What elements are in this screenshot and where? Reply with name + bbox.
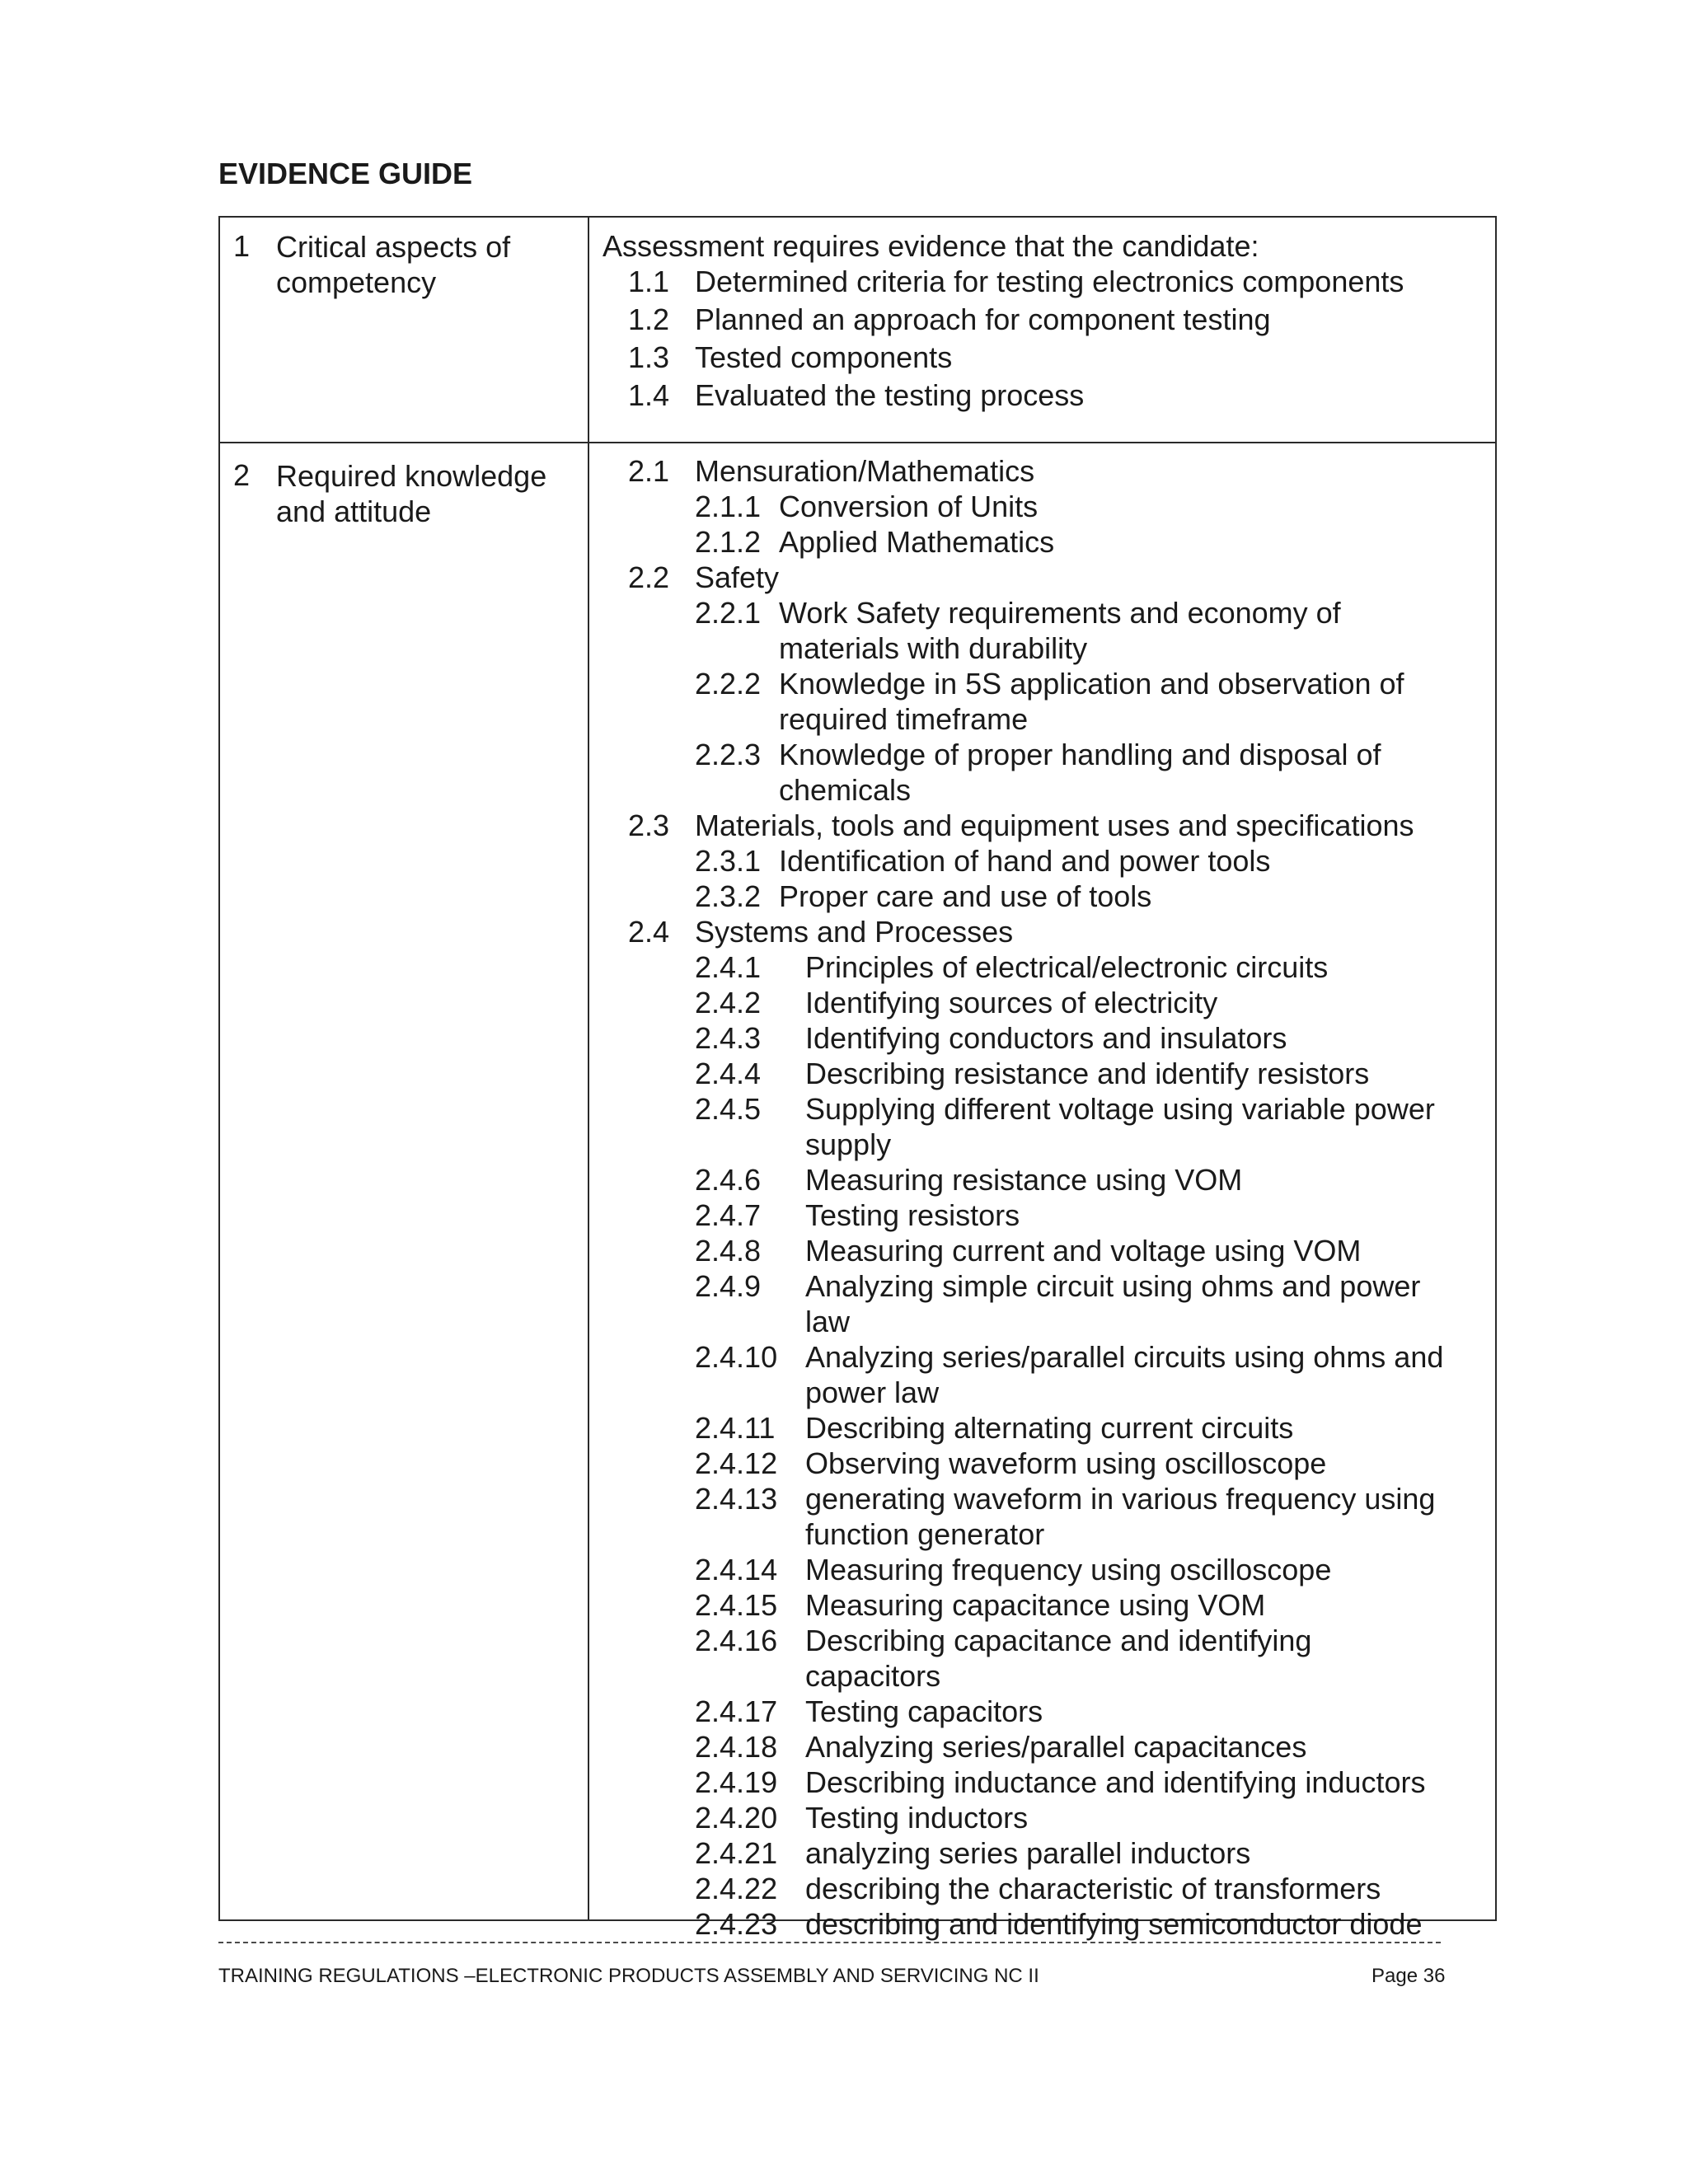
item-number: 2.2.2 (695, 667, 762, 701)
item-number: 2.4.2 (695, 986, 762, 1019)
item-text: Work Safety requirements and economy of (779, 596, 1341, 630)
item-number: 2.4.16 (695, 1624, 778, 1657)
item-number: 2.4.7 (695, 1198, 762, 1232)
item-text: Supplying different voltage using variable power (805, 1092, 1435, 1126)
item-text: Describing inductance and identifying inductors (805, 1765, 1426, 1799)
row-content-cell (588, 217, 1496, 443)
table-row (219, 217, 1496, 443)
item-text: Measuring capacitance using VOM (805, 1588, 1266, 1622)
item-text: Applied Mathematics (779, 525, 1055, 559)
item-number: 2.2.3 (695, 738, 762, 771)
item-number: 2.3.2 (695, 879, 762, 913)
item-text: capacitors (805, 1659, 941, 1693)
item-number: 2.4.21 (695, 1836, 778, 1870)
item-number: 2.4.19 (695, 1765, 778, 1799)
item-number: 2.4.14 (695, 1553, 778, 1586)
item-text: Identification of hand and power tools (779, 844, 1271, 878)
evidence-guide-table (218, 216, 1497, 1941)
section-title: Safety (695, 560, 780, 594)
item-text: Tested components (695, 340, 953, 374)
item-text: Testing inductors (805, 1801, 1029, 1835)
item-number: 1.3 (628, 340, 670, 374)
section-number: 2.3 (628, 808, 670, 842)
item-text: Identifying sources of electricity (805, 986, 1218, 1019)
item-number: 2.4.1 (695, 950, 762, 984)
item-text: analyzing series parallel inductors (805, 1836, 1251, 1870)
footer-divider (218, 1942, 1441, 1943)
section-number: 2.1 (628, 454, 670, 488)
section-number: 2.2 (628, 560, 670, 594)
item-text: Evaluated the testing process (695, 378, 1085, 412)
item-text: describing and identifying semiconductor diode (805, 1907, 1423, 1941)
item-text: Identifying conductors and insulators (805, 1021, 1287, 1055)
item-text: Measuring frequency using oscilloscope (805, 1553, 1332, 1586)
item-text: describing the characteristic of transformers (805, 1872, 1381, 1905)
item-text: Describing resistance and identify resistors (805, 1057, 1370, 1090)
item-number: 2.4.10 (695, 1340, 778, 1374)
item-text: Conversion of Units (779, 490, 1039, 523)
page-number: Page 36 (1372, 1965, 1446, 1987)
item-number: 2.1.1 (695, 490, 762, 523)
item-text: Determined criteria for testing electronics components (695, 265, 1404, 298)
item-text: Knowledge of proper handling and disposal of (779, 738, 1381, 771)
item-number: 1.2 (628, 302, 670, 336)
item-number: 1.1 (628, 265, 670, 298)
item-number: 2.4.6 (695, 1163, 762, 1197)
item-number: 2.4.8 (695, 1234, 762, 1268)
item-text: law (805, 1305, 851, 1338)
item-number: 2.4.22 (695, 1872, 778, 1905)
item-number: 2.4.15 (695, 1588, 778, 1622)
row-number: 2 (233, 458, 251, 492)
item-text: Knowledge in 5S application and observation of (779, 667, 1404, 701)
item-text: materials with durability (779, 631, 1088, 665)
item-text: supply (805, 1127, 892, 1161)
item-number: 2.4.3 (695, 1021, 762, 1055)
item-text: Testing resistors (805, 1198, 1020, 1232)
footer-title: TRAINING REGULATIONS –ELECTRONIC PRODUCTS ASSEMBLY AND SERVICING NC II (218, 1965, 1039, 1987)
item-number: 2.4.11 (695, 1411, 776, 1445)
row-label-cell (219, 443, 588, 1920)
item-text: required timeframe (779, 702, 1029, 736)
row-number: 1 (233, 229, 251, 263)
item-text: Analyzing series/parallel circuits using ohms and (805, 1340, 1444, 1374)
section-title: Systems and Processes (695, 915, 1014, 949)
item-number: 2.4.4 (695, 1057, 762, 1090)
item-number: 2.4.17 (695, 1694, 778, 1728)
item-number: 2.4.23 (695, 1907, 778, 1941)
item-text: Testing capacitors (805, 1694, 1043, 1728)
item-text: Proper care and use of tools (779, 879, 1152, 913)
item-number: 2.4.12 (695, 1446, 778, 1480)
item-number: 2.3.1 (695, 844, 762, 878)
item-number: 2.2.1 (695, 596, 762, 630)
item-text: power law (805, 1376, 940, 1409)
row-label-cell (219, 217, 588, 443)
item-text: Describing alternating current circuits (805, 1411, 1294, 1445)
item-number: 2.4.5 (695, 1092, 762, 1126)
page-heading: EVIDENCE GUIDE (218, 157, 473, 190)
item-text: Analyzing simple circuit using ohms and power (805, 1269, 1421, 1303)
item-text: Planned an approach for component testing (695, 302, 1271, 336)
table-row (219, 443, 1496, 1920)
row-label: Critical aspects of competency (276, 230, 511, 299)
item-text: chemicals (779, 773, 912, 807)
section-title: Mensuration/Mathematics (695, 454, 1035, 488)
item-number: 2.1.2 (695, 525, 762, 559)
section-number: 2.4 (628, 915, 670, 949)
item-number: 2.4.13 (695, 1482, 778, 1516)
item-number: 2.4.20 (695, 1801, 778, 1835)
item-text: Principles of electrical/electronic circuits (805, 950, 1329, 984)
item-number: 2.4.9 (695, 1269, 762, 1303)
row-label: Required knowledge and attitude (276, 459, 547, 528)
item-text: function generator (805, 1517, 1045, 1551)
item-text: Measuring current and voltage using VOM (805, 1234, 1362, 1268)
item-text: Describing capacitance and identifying (805, 1624, 1312, 1657)
item-text: Measuring resistance using VOM (805, 1163, 1243, 1197)
item-text: generating waveform in various frequency using (805, 1482, 1436, 1516)
item-text: Analyzing series/parallel capacitances (805, 1730, 1307, 1764)
item-number: 2.4.18 (695, 1730, 778, 1764)
section-title: Materials, tools and equipment uses and specifications (695, 808, 1414, 842)
item-number: 1.4 (628, 378, 670, 412)
item-text: Observing waveform using oscilloscope (805, 1446, 1327, 1480)
assessment-intro: Assessment requires evidence that the candidate: (603, 229, 1259, 263)
knowledge-content-cell (588, 443, 1496, 1941)
